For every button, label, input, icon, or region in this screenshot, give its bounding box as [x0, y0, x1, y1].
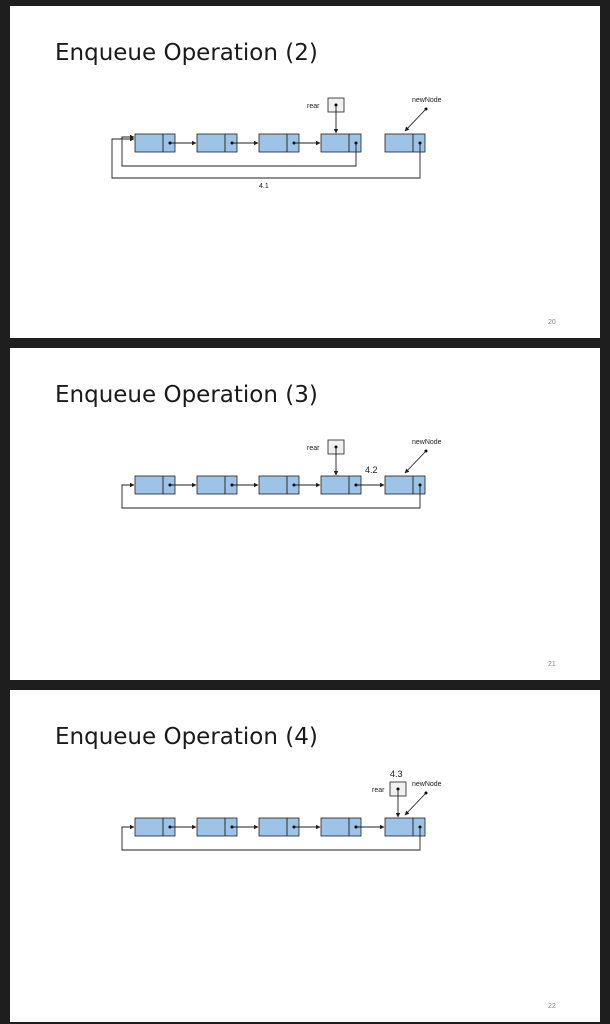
new-node-arrow [405, 109, 426, 131]
new-node [385, 818, 425, 836]
queue-node-2 [197, 134, 237, 152]
slide-22 [10, 690, 600, 1022]
slide-20 [10, 6, 600, 338]
queue-node-4 [321, 818, 361, 836]
new-node-label: newNode [412, 97, 442, 104]
slide-21 [10, 348, 600, 680]
slide-number: 20 [548, 319, 556, 326]
queue-node-3 [259, 134, 299, 152]
queue-node-1 [135, 134, 175, 152]
rear-label: rear [307, 103, 320, 110]
queue-node-3 [259, 476, 299, 494]
rear-label: rear [307, 445, 320, 452]
new-node [385, 476, 425, 494]
queue-node-1 [135, 818, 175, 836]
slide-title: Enqueue Operation (4) [55, 724, 318, 750]
slide-number: 21 [548, 661, 556, 668]
linked-list-diagram [10, 6, 600, 338]
slide-number: 22 [548, 1003, 556, 1010]
queue-node-3 [259, 818, 299, 836]
rear-label: rear [372, 787, 385, 794]
queue-node-2 [197, 476, 237, 494]
slide-title: Enqueue Operation (3) [55, 382, 318, 408]
new-node-arrow [405, 451, 426, 473]
queue-node-4 [321, 476, 361, 494]
queue-node-4 [321, 134, 361, 152]
queue-node-2 [197, 818, 237, 836]
slide-title: Enqueue Operation (2) [55, 40, 318, 66]
queue-node-1 [135, 476, 175, 494]
new-node-label: newNode [412, 439, 442, 446]
new-node [385, 134, 425, 152]
step-label: 4.1 [259, 183, 269, 190]
step-label: 4.3 [390, 769, 403, 779]
new-node-label: newNode [412, 781, 442, 788]
linked-list-diagram [10, 348, 600, 680]
step-label: 4.2 [365, 465, 378, 475]
new-node-arrow [405, 793, 426, 815]
linked-list-diagram [10, 690, 600, 1022]
